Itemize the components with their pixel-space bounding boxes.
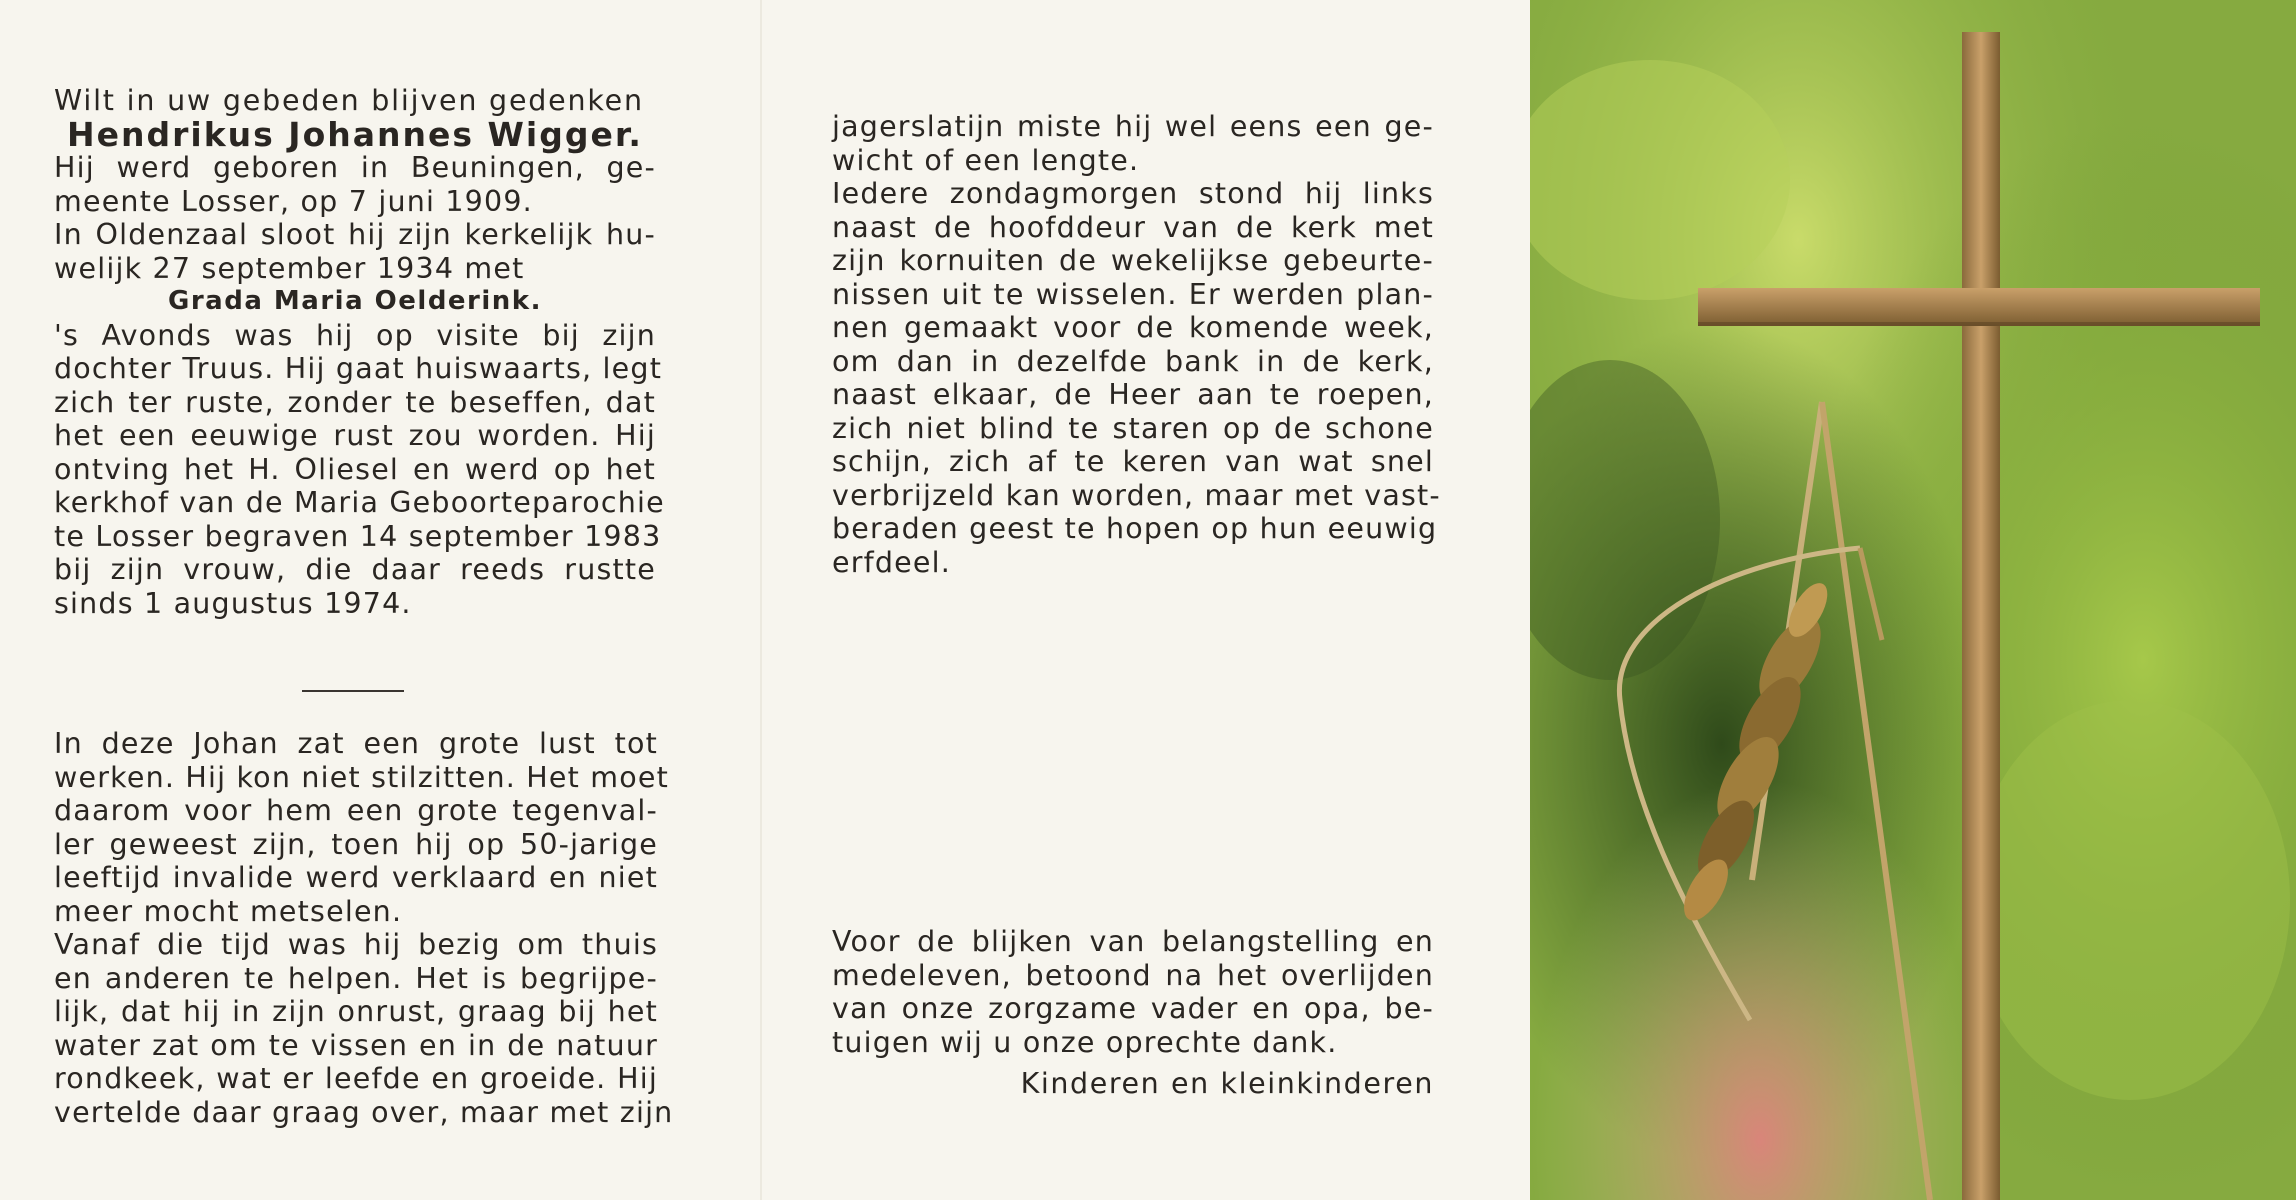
text-line: meer mocht metselen.	[54, 894, 403, 928]
bio-paragraph-1	[54, 151, 656, 285]
text-line: Iedere zondagmorgen stond hij links	[832, 177, 1434, 210]
text-line: naast de hoofddeur van de kerk met	[832, 210, 1434, 244]
text-line: Vanaf die tijd was hij bezig om thuis	[54, 928, 658, 961]
bio-paragraph-2	[54, 318, 665, 621]
text-line: en anderen te helpen. Het is begrijpe-	[54, 961, 658, 995]
text-line: zijn kornuiten de wekelijkse gebeurte-	[832, 244, 1434, 277]
text-line: In deze Johan zat een grote lust tot	[54, 727, 658, 760]
text-line: verbrijzeld kan worden, maar met vast-	[832, 478, 1441, 512]
text-line: om dan in dezelfde bank in de kerk,	[832, 344, 1434, 378]
text-line: sinds 1 augustus 1974.	[54, 586, 412, 620]
cross-wheat-photo	[1530, 0, 2296, 1200]
thanks-text	[832, 925, 1434, 1059]
text-line: te Losser begraven 14 september 1983	[54, 519, 662, 553]
text-line: water zat om te vissen en in de natuur	[54, 1028, 658, 1062]
text-line: vertelde daar graag over, maar met zijn	[54, 1095, 674, 1129]
text-line: lijk, dat hij in zijn onrust, graag bij het	[54, 995, 658, 1028]
text-line: nissen uit te wisselen. Er werden plan-	[832, 277, 1434, 311]
text-line: daarom voor hem een grote tegenval-	[54, 794, 658, 827]
signature: Kinderen en kleinkinderen	[1020, 1067, 1434, 1100]
text-line: tuigen wij u onze oprechte dank.	[832, 1025, 1338, 1059]
text-line: beraden geest te hopen op hun eeuwig	[832, 512, 1438, 545]
text-line: jagerslatijn miste hij wel eens een ge-	[832, 110, 1434, 143]
text-line: rondkeek, wat er leefde en groeide. Hij	[54, 1062, 658, 1095]
middle-panel-text	[832, 110, 1441, 579]
text-line: wicht of een lengte.	[832, 143, 1140, 177]
intro-line: Wilt in uw gebeden blijven gedenken	[54, 84, 644, 117]
spouse-name: Grada Maria Oelderink.	[168, 286, 542, 316]
text-line: nen gemaakt voor de komende week,	[832, 311, 1434, 344]
life-story	[54, 727, 674, 1129]
text-line: dochter Truus. Hij gaat huiswaarts, legt	[54, 352, 663, 385]
text-line: ler geweest zijn, toen hij op 50-jarige	[54, 827, 658, 861]
text-line: meente Losser, op 7 juni 1909.	[54, 184, 533, 218]
text-line: 's Avonds was hij op visite bij zijn	[54, 318, 656, 352]
separator-rule	[302, 690, 404, 692]
text-line: bij zijn vrouw, die daar reeds rustte	[54, 553, 656, 586]
text-line: welijk 27 september 1934 met	[54, 251, 525, 285]
text-line: ontving het H. Oliesel en werd op het	[54, 452, 656, 486]
text-line: zich ter ruste, zonder te beseffen, dat	[54, 385, 656, 419]
text-line: In Oldenzaal sloot hij zijn kerkelijk hu-	[54, 218, 656, 251]
text-line: naast elkaar, de Heer aan te roepen,	[832, 378, 1434, 411]
text-line: zich niet blind te staren op de schone	[832, 411, 1434, 445]
text-line: werken. Hij kon niet stilzitten. Het moet	[54, 760, 669, 794]
text-line: het een eeuwige rust zou worden. Hij	[54, 419, 656, 452]
text-line: kerkhof van de Maria Geboorteparochie	[54, 486, 665, 519]
text-line: schijn, zich af te keren van wat snel	[832, 445, 1434, 478]
left-panel-top	[54, 84, 665, 620]
panel-fold	[760, 0, 762, 1200]
text-line: van onze zorgzame vader en opa, be-	[832, 992, 1434, 1025]
text-line: erfdeel.	[832, 545, 952, 579]
text-line: medeleven, betoond na het overlijden	[832, 958, 1434, 992]
text-line: leeftijd invalide werd verklaard en niet	[54, 861, 658, 894]
text-line: Hij werd geboren in Beuningen, ge-	[54, 151, 656, 184]
deceased-name: Hendrikus Johannes Wigger.	[67, 114, 643, 154]
text-line: Voor de blijken van belangstelling en	[832, 925, 1434, 958]
